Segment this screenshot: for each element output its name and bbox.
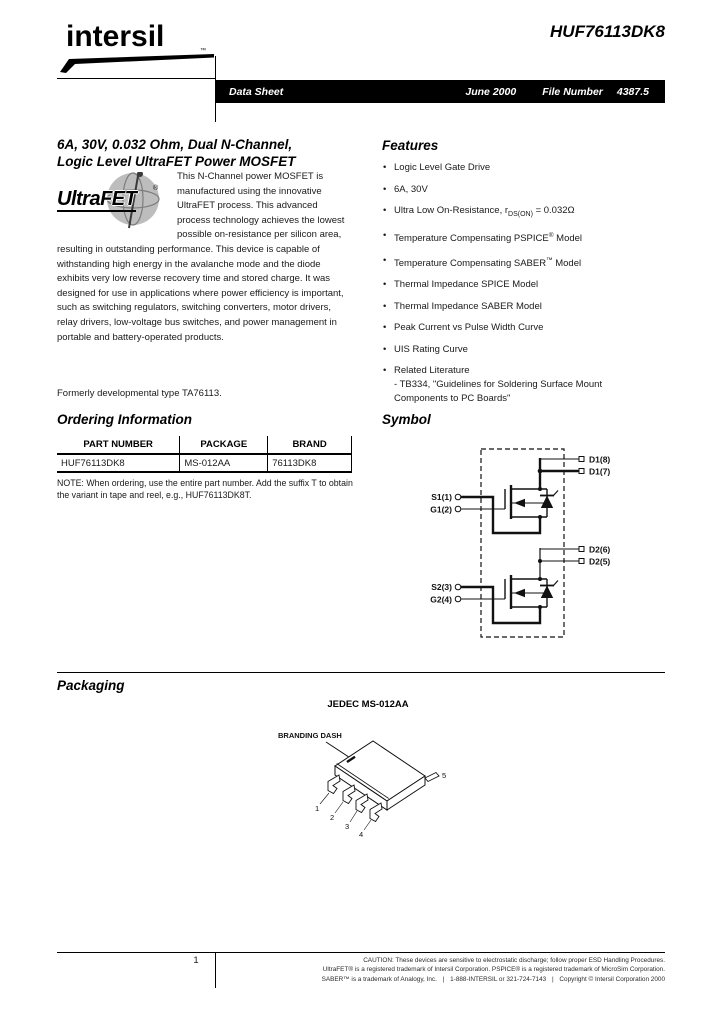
footer-copyright: Copyright © Intersil Corporation 2000	[559, 975, 665, 983]
packaging-heading: Packaging	[57, 678, 125, 693]
terminal-label: D1(8)	[589, 454, 611, 465]
jedec-label: JEDEC MS-012AA	[327, 699, 409, 710]
page-number: 1	[193, 955, 199, 966]
feature-item: • Logic Level Gate Drive	[394, 162, 668, 174]
features-list	[382, 162, 668, 387]
ordering-column-header: PART NUMBER	[57, 436, 180, 454]
feature-item: • Related Literature	[394, 365, 668, 377]
ordering-heading: Ordering Information	[57, 412, 192, 427]
feature-item: • Thermal Impedance SPICE Model	[394, 279, 668, 291]
branding-dash-label: BRANDING DASH	[278, 731, 342, 740]
datasheet-bar	[216, 80, 665, 103]
feature-item: • Temperature Compensating PSPICE® Model	[394, 230, 668, 245]
pin-label: 2	[330, 813, 335, 822]
mosfet-q2	[455, 547, 584, 624]
pin-label: 1	[315, 804, 320, 813]
pin-label: 5	[442, 771, 447, 780]
terminal-label: D2(5)	[589, 556, 611, 567]
trademark-mark: ™	[200, 48, 206, 54]
terminal-label: G1(2)	[430, 504, 452, 515]
mosfet-q1	[455, 457, 584, 534]
formerly-note: Formerly developmental type TA76113.	[57, 388, 222, 399]
feature-item: • Thermal Impedance SABER Model	[394, 301, 668, 313]
pin-label: 4	[359, 830, 364, 839]
terminal-label: S1(1)	[431, 492, 452, 502]
ultrafet-logo	[57, 172, 169, 230]
table-cell: MS-012AA	[180, 454, 268, 472]
bar-file-number: 4387.5	[616, 85, 649, 98]
ordering-column-header: BRAND	[268, 436, 352, 454]
intersil-logo-text: intersil	[66, 20, 165, 53]
table-row	[57, 454, 352, 472]
feature-item: • Temperature Compensating SABER™ Model	[394, 255, 668, 270]
footer-line3	[230, 975, 665, 984]
separator: |	[442, 975, 445, 983]
bar-label: Data Sheet	[229, 85, 284, 98]
header-rule	[57, 78, 215, 79]
ultrafet-logo-text: UltraFET	[57, 188, 137, 210]
footer-phone: 1-888-INTERSIL or 321-724-7143	[450, 975, 547, 983]
footer-rule	[57, 952, 665, 953]
pin-label: 3	[345, 822, 350, 831]
symbol-diagram	[375, 425, 675, 655]
bar-date: June 2000	[465, 85, 517, 98]
table-cell: HUF76113DK8	[57, 454, 180, 472]
feature-item: • Peak Current vs Pulse Width Curve	[394, 322, 668, 334]
terminal-label: S2(3)	[431, 582, 452, 592]
table-cell: 76113DK8	[268, 454, 352, 472]
footer-saber-tm: SABER™ is a trademark of Analogy, Inc.	[321, 975, 437, 983]
product-title-line2: Logic Level UltraFET Power MOSFET	[57, 154, 296, 169]
soic8-body	[320, 741, 439, 830]
terminal-label: G2(4)	[430, 594, 452, 605]
feature-item: • Ultra Low On-Resistance, $r_{DS(ON)} = 0.032\Omega$	[394, 205, 668, 221]
footer-trademarks: UltraFET® is a registered trademark of Intersil Corporation. PSPICE® is a registered trademark of MicroSim Corporation.	[322, 966, 665, 974]
section-rule	[57, 672, 665, 673]
product-description: This N-Channel power MOSFET is manufactured using the innovative UltraFET process. This advanced process technology achieves the lowest possible on-resistance per silicon area, resulting in outstanding performance. This device is capable of withstanding high energy in the avalanche mode and the diode exhibits very low reverse recovery time and stored charge. It was designed for use in applications where power efficiency is important, such as switching regulators, switching converters, motor drivers, relay drivers, low-voltage bus switches, and power management in portable and battery-operated products.	[57, 171, 345, 343]
page-title: HUF76113DK8	[550, 22, 665, 41]
ordering-header-row	[57, 436, 352, 454]
terminal-label: D1(7)	[589, 466, 611, 477]
footer-text	[230, 956, 665, 984]
feature-sub-item: - TB334, "Guidelines for Soldering Surface Mount Components to PC Boards"	[394, 379, 603, 404]
ordering-note: NOTE: When ordering, use the entire part number. Add the suffix T to obtain the variant in tape and reel, e.g., HUF76113DK8T.	[57, 478, 353, 500]
footer-caution: CAUTION: These devices are sensitive to electrostatic discharge; follow proper ESD Handling Procedures.	[363, 957, 665, 964]
logo-swoosh-icon	[60, 54, 220, 74]
product-title-line1: 6A, 30V, 0.032 Ohm, Dual N-Channel,	[57, 137, 293, 152]
footer-divider	[215, 952, 216, 988]
ordering-column-header: PACKAGE	[180, 436, 268, 454]
ordering-table	[57, 436, 352, 473]
terminal-label: D2(6)	[589, 544, 611, 555]
bar-file-label: File Number	[542, 85, 603, 98]
product-title	[57, 136, 357, 170]
feature-item: • UIS Rating Curve	[394, 344, 668, 356]
product-description-block	[57, 170, 353, 345]
ordering-body	[57, 454, 352, 472]
feature-item: • 6A, 30V	[394, 184, 668, 196]
symbol-heading: Symbol	[382, 412, 431, 427]
separator: |	[551, 975, 554, 983]
features-heading: Features	[382, 138, 439, 153]
package-drawing	[260, 714, 480, 854]
registered-mark: ®	[153, 185, 159, 192]
intersil-logo	[66, 22, 226, 72]
